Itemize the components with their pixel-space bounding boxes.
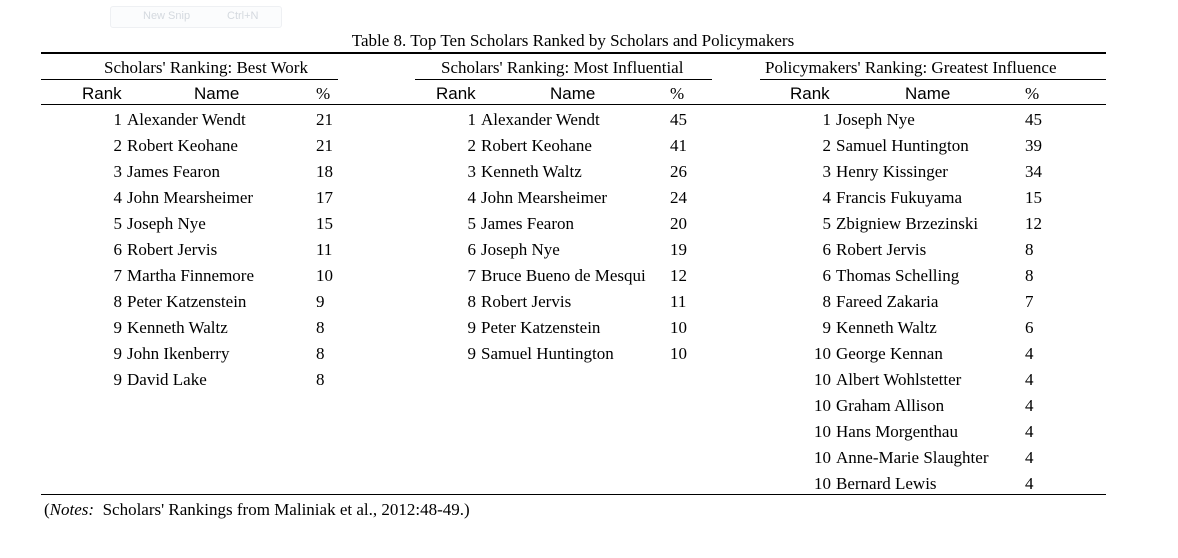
pct-cell: 19	[670, 240, 687, 259]
group-title-best-work: Scholars' Ranking: Best Work	[104, 58, 308, 77]
name-cell: Thomas Schelling	[836, 266, 960, 285]
table-row	[771, 266, 1071, 292]
pct-cell: 17	[316, 188, 333, 207]
table-row	[416, 162, 716, 188]
pct-cell: 7	[1025, 292, 1034, 311]
rank-cell: 1	[467, 110, 476, 129]
table-row	[62, 136, 362, 162]
new-snip-button[interactable]: New Snip	[143, 10, 191, 22]
rank-cell: 4	[467, 188, 476, 207]
pct-cell: 8	[316, 344, 325, 363]
rank-cell: 10	[814, 396, 831, 415]
table-row	[62, 266, 362, 292]
name-cell: Fareed Zakaria	[836, 292, 939, 311]
rank-cell: 1	[113, 110, 122, 129]
pct-cell: 18	[316, 162, 333, 181]
pct-cell: 8	[1025, 266, 1034, 285]
name-cell: David Lake	[127, 370, 207, 389]
name-cell: Bernard Lewis	[836, 474, 937, 493]
pct-cell: 4	[1025, 448, 1034, 467]
rank-cell: 5	[467, 214, 476, 233]
name-cell: Albert Wohlstetter	[836, 370, 962, 389]
pct-cell: 15	[316, 214, 333, 233]
table-row	[771, 396, 1071, 422]
rank-cell: 4	[113, 188, 122, 207]
top-rule	[41, 52, 1106, 54]
table-row	[416, 344, 716, 370]
name-cell: Bruce Bueno de Mesqui	[481, 266, 646, 285]
group-title-most-influential: Scholars' Ranking: Most Influential	[441, 58, 684, 77]
col-header-pct: %	[670, 84, 685, 103]
table-row	[416, 214, 716, 240]
table-row	[62, 214, 362, 240]
group-rule-2	[415, 79, 712, 80]
table-row	[416, 292, 716, 318]
bottom-rule	[41, 494, 1106, 495]
shortcut-hint: Ctrl+N	[227, 10, 259, 22]
pct-cell: 39	[1025, 136, 1042, 155]
rank-cell: 7	[113, 266, 122, 285]
pct-cell: 12	[1025, 214, 1042, 233]
header-rule	[41, 104, 1106, 105]
name-cell: Kenneth Waltz	[836, 318, 937, 337]
rank-cell: 6	[822, 240, 831, 259]
rows-most-influential	[416, 110, 716, 370]
pct-cell: 20	[670, 214, 687, 233]
pct-cell: 4	[1025, 422, 1034, 441]
pct-cell: 41	[670, 136, 687, 155]
table-row	[771, 474, 1071, 500]
rank-cell: 9	[113, 370, 122, 389]
pct-cell: 24	[670, 188, 687, 207]
pct-cell: 15	[1025, 188, 1042, 207]
table-row	[771, 344, 1071, 370]
rank-cell: 2	[822, 136, 831, 155]
rank-cell: 2	[467, 136, 476, 155]
table-row	[771, 214, 1071, 240]
name-cell: Kenneth Waltz	[481, 162, 582, 181]
rank-cell: 9	[113, 318, 122, 337]
table-row	[416, 110, 716, 136]
name-cell: Peter Katzenstein	[127, 292, 247, 311]
pct-cell: 8	[316, 370, 325, 389]
rank-cell: 6	[467, 240, 476, 259]
table-row	[62, 318, 362, 344]
pct-cell: 8	[1025, 240, 1034, 259]
name-cell: John Mearsheimer	[481, 188, 608, 207]
table-row	[62, 292, 362, 318]
table-row	[771, 136, 1071, 162]
pct-cell: 26	[670, 162, 687, 181]
table-row	[416, 188, 716, 214]
name-cell: Graham Allison	[836, 396, 945, 415]
name-cell: James Fearon	[481, 214, 575, 233]
pct-cell: 12	[670, 266, 687, 285]
rank-cell: 10	[814, 474, 831, 493]
pct-cell: 45	[670, 110, 687, 129]
rank-cell: 5	[822, 214, 831, 233]
rank-cell: 10	[814, 344, 831, 363]
name-cell: Alexander Wendt	[481, 110, 600, 129]
name-cell: Hans Morgenthau	[836, 422, 958, 441]
group-rule-3	[760, 79, 1106, 80]
name-cell: John Ikenberry	[127, 344, 230, 363]
rank-cell: 3	[467, 162, 476, 181]
pct-cell: 21	[316, 136, 333, 155]
name-cell: Joseph Nye	[127, 214, 206, 233]
name-cell: Zbigniew Brzezinski	[836, 214, 979, 233]
table-row	[771, 162, 1071, 188]
table-row	[771, 318, 1071, 344]
rank-cell: 9	[467, 344, 476, 363]
table-row	[62, 162, 362, 188]
pct-cell: 4	[1025, 370, 1034, 389]
table-row	[416, 318, 716, 344]
notes-open-paren: (	[44, 500, 50, 519]
name-cell: Martha Finnemore	[127, 266, 254, 285]
col-header-name: Name	[550, 84, 596, 103]
col-header-name: Name	[194, 84, 240, 103]
table-row	[771, 292, 1071, 318]
col-header-pct: %	[316, 84, 331, 103]
pct-cell: 4	[1025, 396, 1034, 415]
rank-cell: 4	[822, 188, 831, 207]
pct-cell: 4	[1025, 344, 1034, 363]
name-cell: James Fearon	[127, 162, 221, 181]
pct-cell: 10	[670, 344, 687, 363]
name-cell: Kenneth Waltz	[127, 318, 228, 337]
pct-cell: 11	[670, 292, 687, 311]
pct-cell: 10	[316, 266, 333, 285]
table-row	[771, 240, 1071, 266]
rank-cell: 9	[822, 318, 831, 337]
group-rule-1	[41, 79, 338, 80]
rank-cell: 8	[467, 292, 476, 311]
pct-cell: 6	[1025, 318, 1034, 337]
table-row	[62, 188, 362, 214]
rank-cell: 5	[113, 214, 122, 233]
table-caption: Table 8. Top Ten Scholars Ranked by Scholars and Policymakers	[351, 31, 795, 50]
col-header-rank: Rank	[436, 84, 476, 103]
rank-cell: 10	[814, 448, 831, 467]
notes-text: Scholars' Rankings from Maliniak et al., 2012:48-49.)	[102, 500, 470, 519]
name-cell: Samuel Huntington	[836, 136, 969, 155]
table-row	[771, 448, 1071, 474]
table-notes	[44, 500, 470, 520]
name-cell: Francis Fukuyama	[836, 188, 963, 207]
pct-cell: 9	[316, 292, 325, 311]
table-row	[416, 266, 716, 292]
rank-cell: 9	[467, 318, 476, 337]
table-row	[62, 344, 362, 370]
rows-best-work	[62, 110, 362, 396]
table-row	[62, 370, 362, 396]
pct-cell: 34	[1025, 162, 1042, 181]
rank-cell: 7	[467, 266, 476, 285]
pct-cell: 45	[1025, 110, 1042, 129]
name-cell: Joseph Nye	[836, 110, 915, 129]
name-cell: Joseph Nye	[481, 240, 560, 259]
notes-label: Notes:	[49, 500, 95, 519]
col-header-rank: Rank	[790, 84, 830, 103]
rank-cell: 6	[822, 266, 831, 285]
rank-cell: 8	[822, 292, 831, 311]
rank-cell: 6	[113, 240, 122, 259]
name-cell: Robert Jervis	[127, 240, 218, 259]
col-header-rank: Rank	[82, 84, 122, 103]
new-snip-toolbar[interactable]	[110, 6, 282, 28]
rows-greatest-influence	[771, 110, 1071, 500]
pct-cell: 11	[316, 240, 333, 259]
pct-cell: 10	[670, 318, 687, 337]
rank-cell: 3	[113, 162, 122, 181]
rank-cell: 3	[822, 162, 831, 181]
table-row	[62, 110, 362, 136]
name-cell: George Kennan	[836, 344, 943, 363]
pct-cell: 21	[316, 110, 333, 129]
name-cell: Anne-Marie Slaughter	[836, 448, 989, 467]
name-cell: John Mearsheimer	[127, 188, 254, 207]
pct-cell: 4	[1025, 474, 1034, 493]
rank-cell: 1	[822, 110, 831, 129]
rank-cell: 8	[113, 292, 122, 311]
col-header-name: Name	[905, 84, 951, 103]
rank-cell: 10	[814, 422, 831, 441]
table-row	[771, 110, 1071, 136]
pct-cell: 8	[316, 318, 325, 337]
name-cell: Robert Jervis	[836, 240, 927, 259]
name-cell: Robert Keohane	[127, 136, 238, 155]
table-row	[416, 240, 716, 266]
table-row	[771, 422, 1071, 448]
name-cell: Henry Kissinger	[836, 162, 948, 181]
table-row	[416, 136, 716, 162]
name-cell: Robert Keohane	[481, 136, 592, 155]
table-row	[771, 370, 1071, 396]
name-cell: Robert Jervis	[481, 292, 572, 311]
rank-cell: 10	[814, 370, 831, 389]
rank-cell: 2	[113, 136, 122, 155]
name-cell: Samuel Huntington	[481, 344, 614, 363]
table-row	[771, 188, 1071, 214]
name-cell: Peter Katzenstein	[481, 318, 601, 337]
name-cell: Alexander Wendt	[127, 110, 246, 129]
rank-cell: 9	[113, 344, 122, 363]
table-row	[62, 240, 362, 266]
col-header-pct: %	[1025, 84, 1040, 103]
group-title-greatest-influence: Policymakers' Ranking: Greatest Influence	[765, 58, 1057, 77]
